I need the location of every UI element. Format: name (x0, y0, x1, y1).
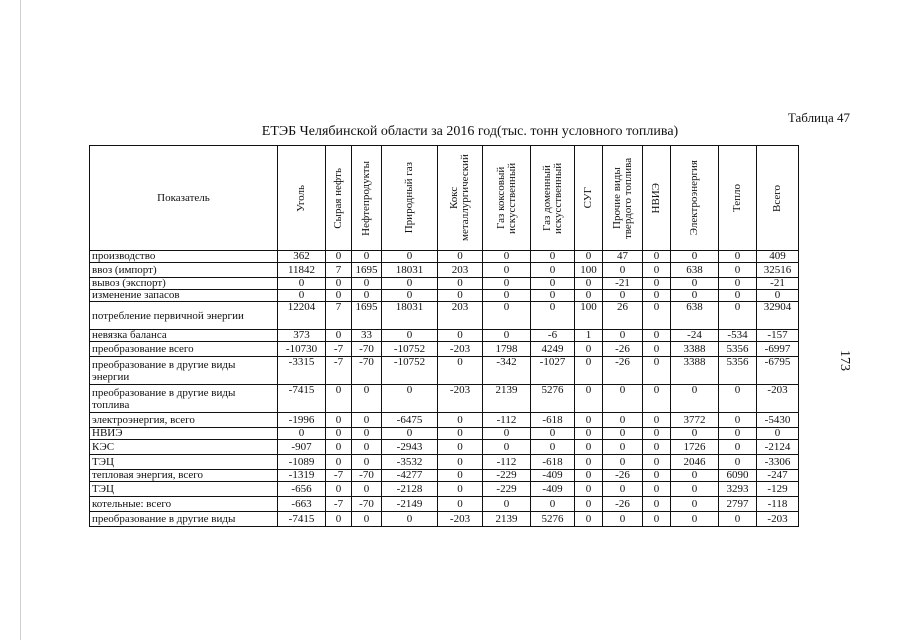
energy-balance-table (89, 145, 799, 527)
table-cell: 0 (382, 385, 438, 413)
table-cell: 100 (575, 263, 603, 278)
table-cell: 0 (483, 278, 531, 290)
table-cell: 0 (326, 290, 352, 302)
table-cell: 0 (531, 263, 575, 278)
table-cell: -70 (352, 342, 382, 357)
table-cell: 0 (326, 413, 352, 428)
table-cell: 0 (643, 290, 671, 302)
table-cell: -7 (326, 357, 352, 385)
table-cell: -203 (438, 385, 483, 413)
table-cell: 0 (719, 302, 757, 330)
table-cell: 0 (757, 428, 799, 440)
table-cell: 0 (575, 290, 603, 302)
table-cell: 0 (643, 251, 671, 263)
table-cell: 0 (352, 278, 382, 290)
table-cell: -129 (757, 482, 799, 497)
table-cell: 0 (603, 428, 643, 440)
table-cell: -7 (326, 342, 352, 357)
table-cell: -3532 (382, 455, 438, 470)
table-cell: 0 (603, 385, 643, 413)
table-cell: -6475 (382, 413, 438, 428)
table-cell: 1 (575, 330, 603, 342)
table-cell: -656 (278, 482, 326, 497)
table-cell: 0 (326, 455, 352, 470)
row-label: вывоз (экспорт) (90, 278, 278, 290)
table-cell: -6997 (757, 342, 799, 357)
table-cell: 0 (382, 290, 438, 302)
table-cell: 0 (603, 290, 643, 302)
table-cell: 0 (671, 428, 719, 440)
table-cell: 0 (483, 302, 531, 330)
table-cell: 47 (603, 251, 643, 263)
table-row (90, 470, 799, 482)
table-cell: 1695 (352, 263, 382, 278)
table-cell: -26 (603, 470, 643, 482)
table-cell: 0 (278, 428, 326, 440)
table-cell: 7 (326, 302, 352, 330)
table-row (90, 251, 799, 263)
table-cell: 0 (438, 428, 483, 440)
table-cell: -10730 (278, 342, 326, 357)
table-cell: 0 (575, 413, 603, 428)
column-header: Всего (757, 146, 799, 251)
table-cell: 0 (438, 251, 483, 263)
table-cell: 0 (483, 428, 531, 440)
column-header: Прочие виды твердого топлива (603, 146, 643, 251)
table-cell: 32516 (757, 263, 799, 278)
table-cell: -907 (278, 440, 326, 455)
table-cell: -118 (757, 497, 799, 512)
table-cell: 0 (326, 440, 352, 455)
table-cell: 0 (352, 413, 382, 428)
table-cell: 0 (603, 455, 643, 470)
table-cell: 203 (438, 263, 483, 278)
table-cell: 0 (719, 440, 757, 455)
table-cell: 0 (438, 455, 483, 470)
table-cell: -5430 (757, 413, 799, 428)
row-label: потребление первичной энергии (90, 302, 278, 330)
table-cell: 0 (719, 385, 757, 413)
table-cell: 0 (719, 278, 757, 290)
table-cell: -618 (531, 455, 575, 470)
table-cell: -157 (757, 330, 799, 342)
table-cell: 1726 (671, 440, 719, 455)
table-cell: -229 (483, 482, 531, 497)
table-cell: 0 (719, 251, 757, 263)
column-header: НВИЭ (643, 146, 671, 251)
table-cell: -7415 (278, 385, 326, 413)
table-cell: 0 (643, 342, 671, 357)
table-cell: 5356 (719, 357, 757, 385)
table-cell: -6 (531, 330, 575, 342)
row-label: тепловая энергия, всего (90, 470, 278, 482)
row-label: ТЭЦ (90, 455, 278, 470)
table-cell: 0 (483, 440, 531, 455)
table-cell: 0 (671, 470, 719, 482)
table-cell: 0 (531, 278, 575, 290)
table-row (90, 455, 799, 470)
page-number: 173 (837, 350, 852, 371)
table-cell: 638 (671, 302, 719, 330)
table-cell: 0 (438, 470, 483, 482)
column-header: Нефтепродукты (352, 146, 382, 251)
table-cell: 0 (643, 385, 671, 413)
table-cell: 0 (382, 330, 438, 342)
table-cell: 3293 (719, 482, 757, 497)
table-cell: -70 (352, 470, 382, 482)
table-cell: 0 (719, 290, 757, 302)
table-cell: 1798 (483, 342, 531, 357)
table-cell: -4277 (382, 470, 438, 482)
table-cell: 0 (352, 482, 382, 497)
table-cell: -21 (603, 278, 643, 290)
table-cell: -203 (438, 512, 483, 527)
table-cell: 0 (643, 302, 671, 330)
table-cell: 0 (352, 385, 382, 413)
table-cell: 0 (326, 428, 352, 440)
row-label: преобразование всего (90, 342, 278, 357)
table-row (90, 342, 799, 357)
row-label: ТЭЦ (90, 482, 278, 497)
table-number: Таблица 47 (787, 110, 850, 125)
table-cell: 0 (438, 497, 483, 512)
row-label: ввоз (импорт) (90, 263, 278, 278)
column-header: Сырая нефть (326, 146, 352, 251)
column-header: Кокс металлургический (438, 146, 483, 251)
table-row (90, 290, 799, 302)
table-cell: 0 (438, 357, 483, 385)
page-edge-line (20, 0, 21, 640)
table-cell: 0 (643, 263, 671, 278)
table-cell: 0 (671, 251, 719, 263)
row-label: преобразование в другие виды энергии (90, 357, 278, 385)
table-cell: 0 (438, 330, 483, 342)
table-cell: 0 (326, 330, 352, 342)
table-cell: 0 (483, 251, 531, 263)
table-cell: 0 (671, 497, 719, 512)
table-cell: 0 (719, 428, 757, 440)
row-label: изменение запасов (90, 290, 278, 302)
row-label: котельные: всего (90, 497, 278, 512)
table-cell: 0 (643, 497, 671, 512)
table-cell: 4249 (531, 342, 575, 357)
table-cell: -2124 (757, 440, 799, 455)
table-cell: 0 (575, 342, 603, 357)
table-cell: 0 (643, 330, 671, 342)
table-cell: 0 (382, 251, 438, 263)
row-label: преобразование в другие виды топлива (90, 385, 278, 413)
table-cell: -2943 (382, 440, 438, 455)
table-cell: 0 (575, 385, 603, 413)
table-cell: -203 (438, 342, 483, 357)
table-cell: -7 (326, 470, 352, 482)
table-cell: 18031 (382, 302, 438, 330)
table-cell: 0 (352, 428, 382, 440)
table-title: ЕТЭБ Челябинской области за 2016 год(тыс. тонн условного топлива) (261, 124, 679, 139)
row-label: электроэнергия, всего (90, 413, 278, 428)
table-cell: 0 (603, 263, 643, 278)
row-label: НВИЭ (90, 428, 278, 440)
table-cell: 0 (382, 512, 438, 527)
table-row (90, 482, 799, 497)
table-cell: 203 (438, 302, 483, 330)
table-row (90, 330, 799, 342)
table-row (90, 385, 799, 413)
table-cell: 0 (352, 440, 382, 455)
table-cell: 0 (719, 512, 757, 527)
table-cell: 0 (531, 428, 575, 440)
column-header: Уголь (278, 146, 326, 251)
table-cell: 0 (531, 440, 575, 455)
table-row (90, 428, 799, 440)
table-cell: -70 (352, 357, 382, 385)
table-cell: 0 (326, 385, 352, 413)
table-cell: 0 (382, 428, 438, 440)
table-cell: 0 (531, 251, 575, 263)
table-cell: 0 (352, 251, 382, 263)
table-cell: 0 (278, 290, 326, 302)
table-row (90, 413, 799, 428)
table-cell: 0 (719, 413, 757, 428)
table-cell: 0 (575, 497, 603, 512)
table-cell: -203 (757, 512, 799, 527)
table-cell: -112 (483, 413, 531, 428)
table-cell: 3388 (671, 357, 719, 385)
table-cell: -342 (483, 357, 531, 385)
table-cell: -618 (531, 413, 575, 428)
table-cell: -1027 (531, 357, 575, 385)
table-cell: 0 (643, 357, 671, 385)
table-cell: 0 (671, 482, 719, 497)
table-cell: 5276 (531, 512, 575, 527)
table-row (90, 512, 799, 527)
table-cell: -203 (757, 385, 799, 413)
table-cell: 0 (438, 413, 483, 428)
table-cell: -409 (531, 482, 575, 497)
table-cell: 0 (438, 482, 483, 497)
table-cell: 0 (438, 278, 483, 290)
table-row (90, 440, 799, 455)
header-row (90, 146, 799, 251)
table-cell: 0 (382, 278, 438, 290)
table-cell: -409 (531, 470, 575, 482)
table-cell: 7 (326, 263, 352, 278)
table-cell: -3315 (278, 357, 326, 385)
table-cell: -229 (483, 470, 531, 482)
table-cell: -1996 (278, 413, 326, 428)
table-cell: 0 (671, 290, 719, 302)
row-label: невязка баланса (90, 330, 278, 342)
table-cell: 0 (483, 330, 531, 342)
column-header: Природный газ (382, 146, 438, 251)
table-cell: 0 (643, 512, 671, 527)
table-cell: 2139 (483, 512, 531, 527)
table-cell: -26 (603, 342, 643, 357)
table-cell: -26 (603, 357, 643, 385)
column-header: Тепло (719, 146, 757, 251)
table-cell: 11842 (278, 263, 326, 278)
table-cell: 0 (643, 428, 671, 440)
table-cell: 0 (603, 482, 643, 497)
table-cell: 6090 (719, 470, 757, 482)
table-cell: 0 (575, 428, 603, 440)
table-cell: 0 (603, 440, 643, 455)
table-cell: 2046 (671, 455, 719, 470)
table-cell: -1319 (278, 470, 326, 482)
table-cell: 0 (483, 290, 531, 302)
table-cell: -663 (278, 497, 326, 512)
table-cell: 0 (326, 278, 352, 290)
table-cell: 0 (438, 440, 483, 455)
table-cell: 2797 (719, 497, 757, 512)
table-cell: 0 (575, 278, 603, 290)
table-cell: 100 (575, 302, 603, 330)
table-cell: 0 (719, 263, 757, 278)
table-cell: 0 (352, 290, 382, 302)
table-cell: 409 (757, 251, 799, 263)
row-label: КЭС (90, 440, 278, 455)
table-cell: 3772 (671, 413, 719, 428)
table-cell: -112 (483, 455, 531, 470)
table-cell: 0 (278, 278, 326, 290)
table-cell: 0 (643, 413, 671, 428)
table-cell: -2149 (382, 497, 438, 512)
table-cell: -26 (603, 497, 643, 512)
table-cell: -534 (719, 330, 757, 342)
table-cell: 0 (438, 290, 483, 302)
table-cell: 5356 (719, 342, 757, 357)
table-cell: 0 (603, 413, 643, 428)
table-cell: -2128 (382, 482, 438, 497)
table-cell: 0 (643, 482, 671, 497)
table-cell: 33 (352, 330, 382, 342)
table-cell: 638 (671, 263, 719, 278)
table-cell: 0 (671, 385, 719, 413)
table-cell: 1695 (352, 302, 382, 330)
table-cell: 0 (575, 357, 603, 385)
table-cell: -7415 (278, 512, 326, 527)
table-cell: 0 (575, 455, 603, 470)
table-cell: -7 (326, 497, 352, 512)
table-cell: -70 (352, 497, 382, 512)
table-cell: -10752 (382, 357, 438, 385)
table-row (90, 357, 799, 385)
table-cell: 0 (326, 512, 352, 527)
table-cell: 0 (643, 440, 671, 455)
table-cell: 0 (643, 470, 671, 482)
table-cell: 3388 (671, 342, 719, 357)
row-header: Показатель (90, 146, 278, 251)
table-cell: 0 (531, 497, 575, 512)
table-cell: 0 (483, 263, 531, 278)
table-cell: 0 (671, 278, 719, 290)
table-cell: 5276 (531, 385, 575, 413)
table-cell: -3306 (757, 455, 799, 470)
table-cell: -10752 (382, 342, 438, 357)
table-cell: 0 (531, 302, 575, 330)
table-cell: 12204 (278, 302, 326, 330)
column-header: Газ доменный искусственный (531, 146, 575, 251)
table-cell: 373 (278, 330, 326, 342)
table-cell: 0 (575, 470, 603, 482)
row-label: преобразование в другие виды (90, 512, 278, 527)
table-cell: -1089 (278, 455, 326, 470)
table-cell: -21 (757, 278, 799, 290)
column-header: Газ коксовый искусственный (483, 146, 531, 251)
table-cell: -24 (671, 330, 719, 342)
table-cell: 0 (575, 440, 603, 455)
table-cell: 0 (719, 455, 757, 470)
table-cell: 0 (603, 512, 643, 527)
table-cell: 0 (643, 455, 671, 470)
table-cell: 0 (352, 455, 382, 470)
table-cell: 32904 (757, 302, 799, 330)
table-cell: 0 (643, 278, 671, 290)
column-header: Электроэнергия (671, 146, 719, 251)
table-row (90, 278, 799, 290)
table-row (90, 497, 799, 512)
table-cell: 0 (352, 512, 382, 527)
table-cell: -6795 (757, 357, 799, 385)
table-cell: 0 (326, 482, 352, 497)
table-cell: 2139 (483, 385, 531, 413)
table-row (90, 263, 799, 278)
table-cell: 26 (603, 302, 643, 330)
table-cell: 0 (483, 497, 531, 512)
table-cell: 18031 (382, 263, 438, 278)
table-cell: 0 (575, 512, 603, 527)
table-cell: 362 (278, 251, 326, 263)
table-cell: 0 (531, 290, 575, 302)
table-cell: 0 (603, 330, 643, 342)
table-cell: 0 (326, 251, 352, 263)
table-cell: 0 (575, 482, 603, 497)
row-label: производство (90, 251, 278, 263)
table-cell: 0 (575, 251, 603, 263)
table-cell: 0 (757, 290, 799, 302)
table-cell: -247 (757, 470, 799, 482)
column-header: СУГ (575, 146, 603, 251)
table-row (90, 302, 799, 330)
table-cell: 0 (671, 512, 719, 527)
